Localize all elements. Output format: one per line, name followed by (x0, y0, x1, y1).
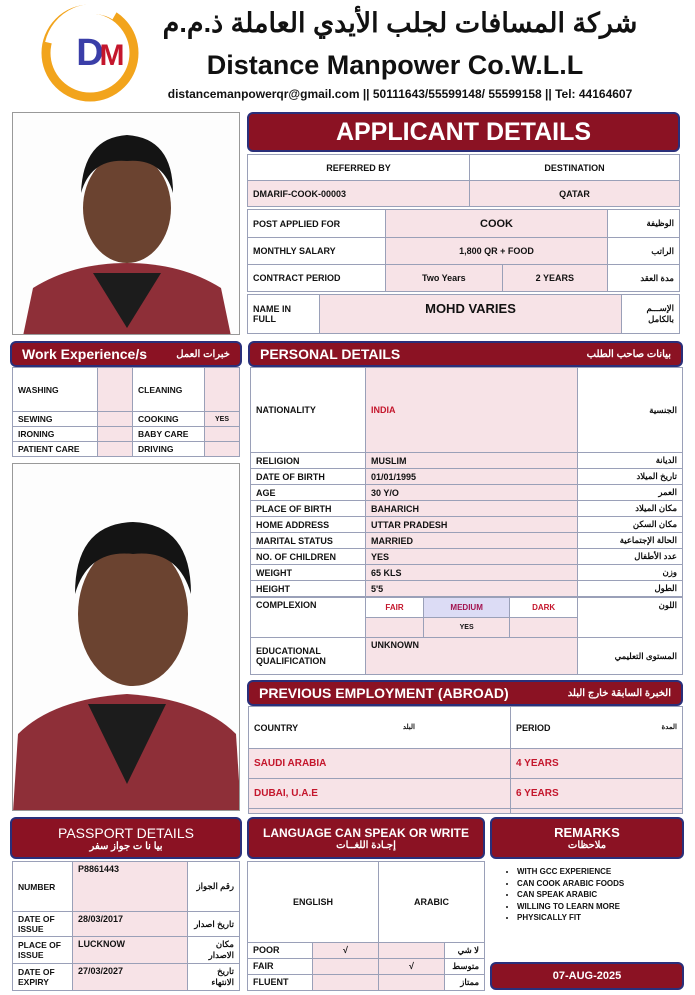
work-experience-title (10, 341, 242, 367)
education-value: UNKNOWN (366, 638, 578, 675)
previous-empty (249, 809, 511, 814)
complexion-label-ar: اللون (578, 598, 683, 638)
english-mark (313, 959, 379, 975)
personal-value: 01/01/1995 (366, 469, 578, 485)
work-cell (98, 412, 133, 427)
remark-item: • CAN SPEAK ARABIC (517, 889, 680, 901)
passport-value: P8861443 (73, 862, 188, 912)
personal-value: MUSLIM (366, 453, 578, 469)
personal-details-label: PERSONAL DETAILS (260, 346, 401, 362)
work-cell: CLEANING (133, 368, 205, 412)
arabic-mark: √ (379, 959, 445, 975)
work-cell (205, 427, 240, 442)
previous-country: DUBAI, U.A.E (249, 779, 511, 809)
language-level-ar: ممتاز (445, 975, 485, 991)
personal-label-ar: تاريخ الميلاد (578, 469, 683, 485)
work-cell: PATIENT CARE (13, 442, 98, 457)
complexion-selected: YES (424, 618, 510, 638)
language-arabic-header: ARABIC (379, 862, 485, 943)
previous-period: 6 YEARS (511, 779, 683, 809)
passport-label: DATE OF EXPIRY (13, 964, 73, 991)
personal-value: 65 KLS (366, 565, 578, 581)
post-value: COOK (386, 210, 608, 238)
salary-label-ar: الراتب (608, 238, 680, 265)
country-header: COUNTRY البلد (249, 707, 511, 749)
salary-value: 1,800 QR + FOOD (386, 238, 608, 265)
personal-value: UTTAR PRADESH (366, 517, 578, 533)
education-label: EDUCATIONAL QUALIFICATION (251, 638, 366, 675)
previous-employment-title (247, 680, 683, 706)
work-cell: BABY CARE (133, 427, 205, 442)
company-logo (40, 3, 140, 103)
work-experience-label-ar: خبرات العمل (176, 348, 230, 360)
applicant-photo-full (12, 463, 240, 811)
personal-value: INDIA (366, 368, 578, 453)
complexion-fair: FAIR (366, 598, 424, 618)
previous-country: SAUDI ARABIA (249, 749, 511, 779)
svg-text:M: M (99, 39, 125, 72)
company-name-arabic: شركة المسافات لجلب الأيدي العاملة ذ.م.م (162, 8, 638, 38)
applicant-photo-headshot (12, 112, 240, 335)
passport-value: LUCKNOW (73, 937, 188, 964)
language-level-ar: متوسط (445, 959, 485, 975)
destination-value: QATAR (470, 181, 680, 207)
company-name-english: Distance Manpower Co.W.L.L (206, 50, 584, 80)
previous-employment-label-ar: الخبرة السابقة خارج البلد (567, 687, 671, 699)
previous-employment-label: PREVIOUS EMPLOYMENT (ABROAD) (259, 685, 509, 701)
personal-label-ar: الجنسية (578, 368, 683, 453)
personal-label: HOME ADDRESS (251, 517, 366, 533)
passport-label-ar: رقم الجواز (188, 862, 240, 912)
personal-label: AGE (251, 485, 366, 501)
personal-label-ar: مكان الميلاد (578, 501, 683, 517)
remarks-label: REMARKS (554, 825, 620, 840)
personal-label-ar: العمر (578, 485, 683, 501)
name-label-ar: الإســـم بالكامل (622, 295, 680, 334)
english-mark (313, 975, 379, 991)
remarks-list (505, 866, 680, 924)
work-cell: DRIVING (133, 442, 205, 457)
salary-label: MONTHLY SALARY (248, 238, 386, 265)
language-level: FLUENT (248, 975, 313, 991)
referred-by-label: REFERRED BY (248, 155, 470, 181)
post-label: POST APPLIED FOR (248, 210, 386, 238)
passport-label-ar: تاريخ اصدار (188, 912, 240, 937)
work-cell (98, 427, 133, 442)
language-label-ar: إجـادة اللغــات (336, 839, 396, 851)
previous-empty (511, 809, 683, 814)
education-label-ar: المستوى التعليمي (578, 638, 683, 675)
passport-title (10, 817, 242, 859)
passport-label: PASSPORT DETAILS (58, 824, 194, 841)
work-cell (205, 442, 240, 457)
personal-value: BAHARICH (366, 501, 578, 517)
work-cell: IRONING (13, 427, 98, 442)
language-level-ar: لا شي (445, 943, 485, 959)
contract-value: Two Years (386, 265, 503, 292)
contract-label-ar: مدة العقد (608, 265, 680, 292)
passport-value: 27/03/2027 (73, 964, 188, 991)
contract-value-years: 2 YEARS (502, 265, 607, 292)
remarks-date: 07-AUG-2025 (490, 962, 684, 990)
personal-label-ar: مكان السكن (578, 517, 683, 533)
personal-label-ar: الطول (578, 581, 683, 597)
personal-label: HEIGHT (251, 581, 366, 597)
language-label: LANGUAGE CAN SPEAK OR WRITE (262, 825, 469, 840)
personal-label-ar: عدد الأطفال (578, 549, 683, 565)
passport-label-ar: تاريخ الانتهاء (188, 964, 240, 991)
work-cell (205, 368, 240, 412)
personal-label: NO. OF CHILDREN (251, 549, 366, 565)
personal-label: NATIONALITY (251, 368, 366, 453)
remarks-label-ar: ملاحظات (567, 840, 607, 851)
passport-label: NUMBER (13, 862, 73, 912)
personal-value: MARRIED (366, 533, 578, 549)
personal-label: RELIGION (251, 453, 366, 469)
complexion-label: COMPLEXION (251, 598, 366, 638)
personal-details-label-ar: بيانات صاحب الطلب (586, 348, 671, 360)
complexion-medium: MEDIUM (424, 598, 510, 618)
personal-value: 5'5 (366, 581, 578, 597)
work-cell: SEWING (13, 412, 98, 427)
personal-label: WEIGHT (251, 565, 366, 581)
personal-label: PLACE OF BIRTH (251, 501, 366, 517)
name-value: MOHD VARIES (320, 295, 622, 334)
complexion-dark: DARK (510, 598, 578, 618)
personal-label: MARITAL STATUS (251, 533, 366, 549)
personal-label-ar: الديانة (578, 453, 683, 469)
passport-label-ar: مكان الاصدار (188, 937, 240, 964)
work-cell (98, 442, 133, 457)
remark-item: • WILLING TO LEARN MORE (517, 901, 680, 913)
previous-period: 4 YEARS (511, 749, 683, 779)
language-level: POOR (248, 943, 313, 959)
remark-item: • CAN COOK ARABIC FOODS (517, 878, 680, 890)
svg-text:D: D (76, 32, 104, 74)
personal-label-ar: الحالة الإجتماعية (578, 533, 683, 549)
work-experience-label: Work Experience/s (22, 346, 148, 362)
passport-label-ar: بيا نا ت جواز سفر (89, 840, 163, 852)
contract-label: CONTRACT PERIOD (248, 265, 386, 292)
personal-label-ar: وزن (578, 565, 683, 581)
passport-value: 28/03/2017 (73, 912, 188, 937)
work-cell: WASHING (13, 368, 98, 412)
remarks-title (490, 817, 684, 859)
contact-line: distancemanpowerqr@gmail.com || 50111643/55599148/ 55599158 || Tel: 44164607 (167, 87, 633, 101)
destination-label: DESTINATION (470, 155, 680, 181)
personal-value: YES (366, 549, 578, 565)
work-cell (98, 368, 133, 412)
english-mark: √ (313, 943, 379, 959)
passport-label: PLACE OF ISSUE (13, 937, 73, 964)
work-cell: YES (205, 412, 240, 427)
name-label: NAME IN FULL (248, 295, 320, 334)
arabic-mark (379, 975, 445, 991)
referred-by-value: DMARIF-COOK-00003 (248, 181, 470, 207)
arabic-mark (379, 943, 445, 959)
language-level: FAIR (248, 959, 313, 975)
personal-label: DATE OF BIRTH (251, 469, 366, 485)
personal-details-title (248, 341, 683, 367)
remark-item: • WITH GCC EXPERIENCE (517, 866, 680, 878)
passport-label: DATE OF ISSUE (13, 912, 73, 937)
personal-value: 30 Y/O (366, 485, 578, 501)
applicant-details-title: APPLICANT DETAILS (247, 112, 680, 152)
language-title (247, 817, 485, 859)
language-english-header: ENGLISH (248, 862, 379, 943)
work-cell: COOKING (133, 412, 205, 427)
post-label-ar: الوظيفة (608, 210, 680, 238)
period-header: PERIOD المدة (511, 707, 683, 749)
remark-item: • PHYSICALLY FIT (517, 912, 680, 924)
